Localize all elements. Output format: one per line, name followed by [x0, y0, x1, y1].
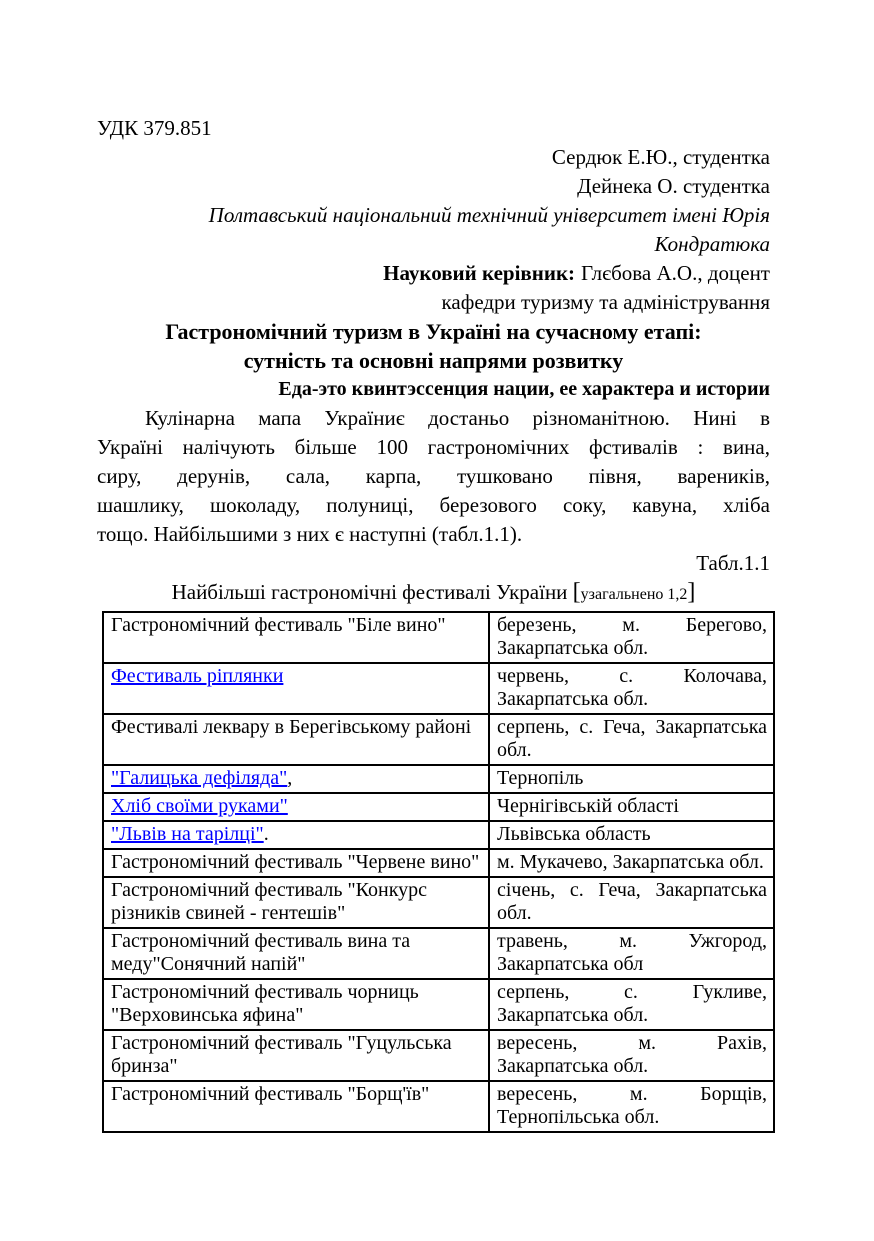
festival-details-cell: червень, с. Колочава, Закарпатська обл.: [489, 663, 774, 714]
table-row: [103, 793, 774, 821]
festival-link[interactable]: "Львів на тарілці": [111, 823, 264, 845]
caption-note: узагальнено 1,2: [580, 586, 688, 603]
table-row: [103, 877, 774, 928]
festival-link[interactable]: Хліб своїми руками": [111, 795, 288, 817]
table-row: [103, 765, 774, 793]
festival-name-cell: Гастрономічний фестиваль "Червене вино": [103, 849, 489, 877]
festival-details-cell: Львівська область: [489, 821, 774, 849]
udc-code: УДК 379.851: [97, 116, 212, 140]
festival-name-cell: [103, 663, 489, 714]
table-caption: [97, 578, 770, 609]
festival-name-cell: Гастрономічний фестиваль "Борщ'їв": [103, 1081, 489, 1132]
festival-details-cell: березень, м. Берегово, Закарпатська обл.: [489, 612, 774, 663]
festivals-table: [102, 611, 775, 1133]
festival-name-cell: Гастрономічний фестиваль "Гуцульська бринза": [103, 1030, 489, 1081]
caption-bracket-close: ]: [687, 579, 696, 605]
paragraph-line: шашлику, шоколаду, полуниці, березового соку, кавуна, хліба: [97, 493, 770, 517]
department-line: кафедри туризму та адміністрування: [441, 290, 770, 314]
festival-name-cell: Гастрономічний фестиваль "Конкурс різників свиней - гентешів": [103, 877, 489, 928]
festival-name-cell: Гастрономічний фестиваль вина та меду"Сонячний напій": [103, 928, 489, 979]
festival-name-cell: [103, 765, 489, 793]
table-row: [103, 821, 774, 849]
festival-link[interactable]: "Галицька дефіляда": [111, 767, 288, 789]
author-line-1: Сердюк Е.Ю., студентка: [551, 145, 770, 169]
supervisor-name: Глєбова А.О., доцент: [581, 261, 770, 285]
table-reference: Табл.1.1: [696, 551, 770, 575]
festival-details-cell: травень, м. Ужгород, Закарпатська обл: [489, 928, 774, 979]
author-line-2: Дейнека О. студентка: [577, 174, 770, 198]
affiliation-line-2: Кондратюка: [654, 232, 770, 256]
table-row: [103, 979, 774, 1030]
paragraph-line: Кулінарна мапа Україниє достаньо різноманітною. Нині в: [145, 406, 770, 430]
link-suffix: ,: [287, 767, 293, 789]
festival-details-cell: вересень, м. Рахів, Закарпатська обл.: [489, 1030, 774, 1081]
paragraph-line: тощо. Найбільшими з них є наступні (табл.1.1).: [97, 522, 523, 546]
article-title-line-2: сутність та основні напрями розвитку: [243, 348, 624, 373]
festival-name-cell: Гастрономічний фестиваль чорниць "Верховинська яфина": [103, 979, 489, 1030]
festival-details-cell: Чернігівській області: [489, 793, 774, 821]
festival-details-cell: серпень, с. Гукливе, Закарпатська обл.: [489, 979, 774, 1030]
festival-name-cell: Гастрономічний фестиваль "Біле вино": [103, 612, 489, 663]
affiliation-line-1: Полтавський національний технічний університет імені Юрія: [208, 203, 770, 227]
table-row: [103, 714, 774, 765]
link-suffix: .: [263, 823, 269, 845]
festival-link[interactable]: Фестиваль ріплянки: [111, 665, 284, 687]
table-caption-text: Найбільші гастрономічні фестивалі України: [171, 580, 573, 604]
festival-details-cell: Тернопіль: [489, 765, 774, 793]
festival-details-cell: вересень, м. Борщів, Тернопільська обл.: [489, 1081, 774, 1132]
supervisor-label: Науковий керівник:: [383, 261, 576, 285]
festival-details-cell: січень, с. Геча, Закарпатська обл.: [489, 877, 774, 928]
table-row: [103, 1030, 774, 1081]
festival-details-cell: серпень, с. Геча, Закарпатська обл.: [489, 714, 774, 765]
article-title-line-1: Гастрономічний туризм в Україні на сучасному етапі:: [165, 319, 702, 344]
paragraph-line: сиру, дерунів, сала, карпа, тушковано півня, вареників,: [97, 464, 770, 488]
caption-bracket-open: [: [572, 579, 581, 605]
festival-name-cell: [103, 793, 489, 821]
table-row: [103, 663, 774, 714]
table-row: [103, 849, 774, 877]
festival-details-cell: м. Мукачево, Закарпатська обл.: [489, 849, 774, 877]
epigraph: Еда-это квинтэссенция нации, ее характера и истории: [278, 378, 770, 400]
paragraph-line: Україні налічують більше 100 гастрономічних фстивалів : вина,: [97, 435, 770, 459]
table-row: [103, 928, 774, 979]
table-row: [103, 1081, 774, 1132]
supervisor-line: [97, 259, 770, 288]
table-row: [103, 612, 774, 663]
festival-name-cell: Фестивалі леквару в Берегівському районі: [103, 714, 489, 765]
festival-name-cell: [103, 821, 489, 849]
body-paragraph: [97, 404, 770, 549]
